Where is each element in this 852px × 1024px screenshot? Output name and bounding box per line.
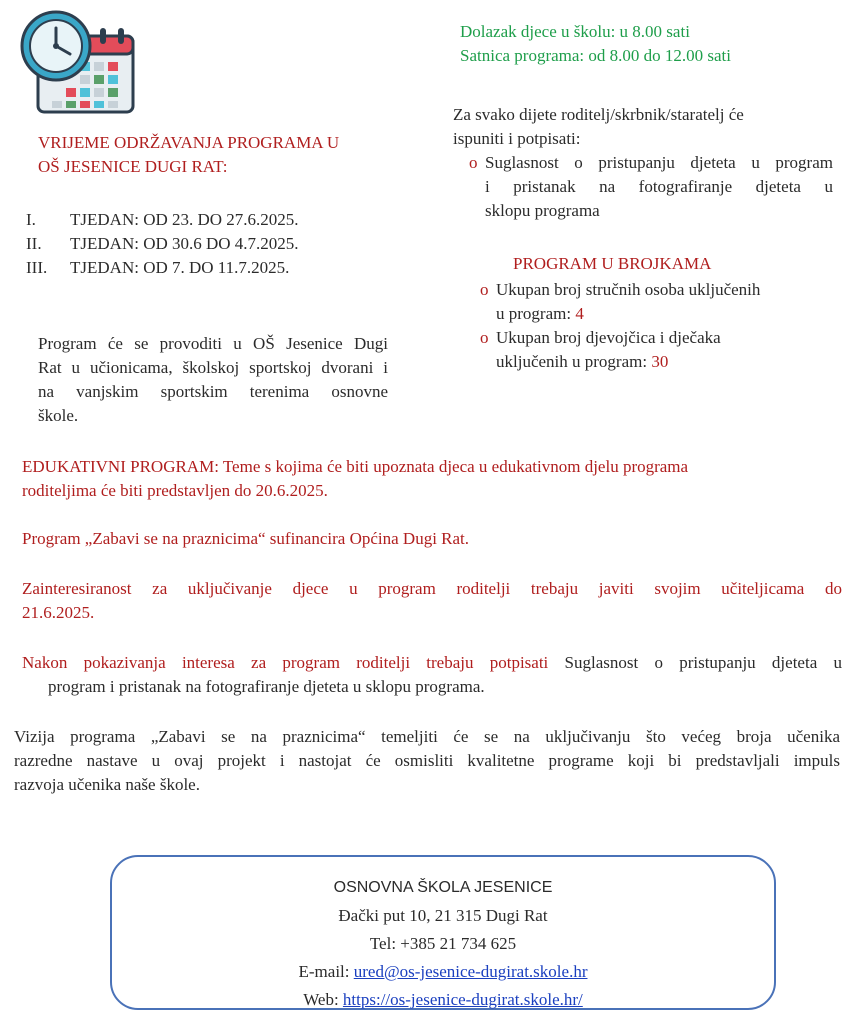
school-address: Đački put 10, 21 315 Dugi Rat <box>338 906 548 925</box>
education-paragraph <box>22 455 842 503</box>
consent-item <box>453 151 833 223</box>
consent-text: program i pristanak na fotografiranje djeteta u sklopu programa. <box>48 677 485 696</box>
consent-text: Suglasnost o pristupanju djeteta u <box>548 653 842 672</box>
duration-heading-line: VRIJEME ODRŽAVANJA PROGRAMA U <box>38 133 340 152</box>
vision-line: razredne nastave u ovaj projekt i nastojat će osmisliti kvalitetne programe koji bi predstavljali impuls <box>14 751 840 770</box>
arrival-time: Dolazak djece u školu: u 8.00 sati <box>460 22 690 41</box>
location-line: Rat u učionicama, školskoj sportskoj dvorani i <box>38 358 388 377</box>
consent-paragraph <box>22 651 842 699</box>
school-name: OSNOVNA ŠKOLA JESENICE <box>333 879 553 896</box>
web-link[interactable]: https://os-jesenice-dugirat.skole.hr/ <box>342 990 583 1009</box>
numbers-item-text: Ukupan broj djevojčica i dječaka <box>496 328 721 347</box>
calendar-clock-icon <box>18 6 138 116</box>
school-phone: Tel: +385 21 734 625 <box>369 934 517 953</box>
interest-line: Zainteresiranost za uključivanje djece u program roditelji trebaju javiti svojim učiteljicama do <box>22 579 842 598</box>
web-label: Web: <box>303 990 343 1009</box>
week-number: III. <box>26 258 48 277</box>
duration-heading <box>38 131 418 179</box>
interest-paragraph <box>22 577 842 625</box>
numbers-item <box>480 326 840 374</box>
email-label: E-mail: <box>298 962 354 981</box>
consent-line: sklopu programa <box>485 201 600 220</box>
numbers-item-text: uključenih u program: <box>496 352 652 371</box>
week-item <box>26 256 426 280</box>
week-number: I. <box>26 210 36 229</box>
parents-intro: ispuniti i potpisati: <box>453 129 581 148</box>
education-text: Teme s kojima će biti upoznata djeca u edukativnom djelu programa <box>218 457 689 476</box>
week-item <box>26 208 426 232</box>
bullet-icon: o <box>480 280 489 299</box>
week-text: TJEDAN: OD 7. DO 11.7.2025. <box>70 258 290 277</box>
week-item <box>26 232 426 256</box>
location-paragraph <box>38 332 388 428</box>
email-link[interactable]: ured@os-jesenice-dugirat.skole.hr <box>353 962 588 981</box>
vision-line: razvoja učenika naše škole. <box>14 775 200 794</box>
week-text: TJEDAN: OD 30.6 DO 4.7.2025. <box>70 234 299 253</box>
consent-line: Suglasnost o pristupanju djeteta u program <box>485 153 833 172</box>
parents-intro: Za svako dijete roditelj/skrbnik/staratelj će <box>453 105 744 124</box>
location-line: Program će se provoditi u OŠ Jesenice Dugi <box>38 334 388 353</box>
education-label: EDUKATIVNI PROGRAM: <box>22 457 219 476</box>
education-text: roditeljima će biti predstavljen do 20.6.2025. <box>22 481 328 500</box>
location-line: na vanjskim sportskim terenima osnovne <box>38 382 388 401</box>
bullet-icon: o <box>469 153 478 172</box>
children-count: 30 <box>651 352 669 371</box>
consent-text: Nakon pokazivanja interesa za program roditelji trebaju potpisati <box>22 653 549 672</box>
numbers-item <box>480 278 840 326</box>
parents-block <box>453 103 833 223</box>
vision-paragraph <box>14 725 840 797</box>
numbers-block <box>480 252 840 374</box>
duration-heading-line: OŠ JESENICE DUGI RAT: <box>38 157 228 176</box>
location-line: škole. <box>38 406 79 425</box>
bullet-icon: o <box>480 328 489 347</box>
numbers-item-text: u program: <box>496 304 576 323</box>
interest-line: 21.6.2025. <box>22 603 95 622</box>
program-timetable: Satnica programa: od 8.00 do 12.00 sati <box>460 46 732 65</box>
weeks-list <box>26 208 426 280</box>
numbers-title: PROGRAM U BROJKAMA <box>513 254 712 273</box>
numbers-item-text: Ukupan broj stručnih osoba uključenih <box>496 280 761 299</box>
schedule-block <box>460 20 731 68</box>
vision-line: Vizija programa „Zabavi se na praznicima“ temeljiti će se na uključivanju što većeg broja učenika <box>14 727 840 746</box>
week-text: TJEDAN: OD 23. DO 27.6.2025. <box>70 210 299 229</box>
consent-line: i pristanak na fotografiranje djeteta u <box>485 177 833 196</box>
week-number: II. <box>26 234 42 253</box>
experts-count: 4 <box>575 304 584 323</box>
funding-paragraph: Program „Zabavi se na praznicima“ sufinancira Općina Dugi Rat. <box>22 529 470 548</box>
contact-box <box>110 855 776 1010</box>
